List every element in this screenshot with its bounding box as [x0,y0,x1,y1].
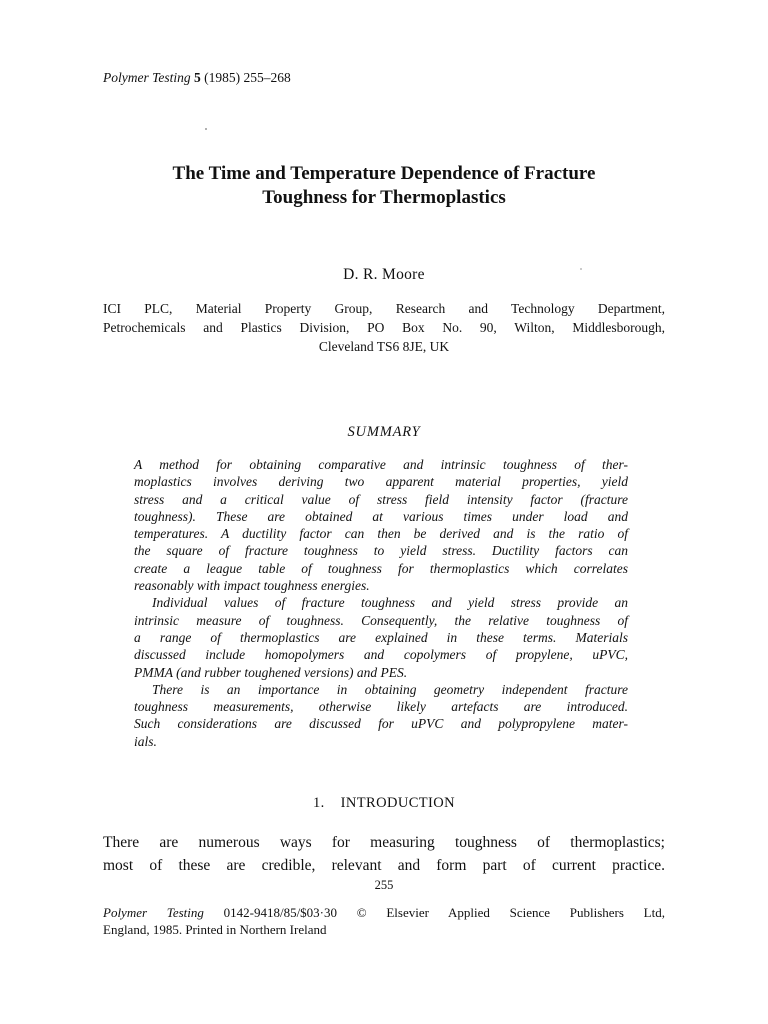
summary-line: a range of thermoplastics are explained in these terms. Materials [134,629,628,645]
journal-volume: 5 [194,70,201,85]
affiliation-line: Petrochemicals and Plastics Division, PO Box No. 90, Wilton, Middlesborough, [103,320,665,335]
footer-copyright: 0142-9418/85/$03·30 © Elsevier Applied Science Publishers Ltd, [223,905,665,920]
title-line: The Time and Temperature Dependence of Fracture [172,163,596,184]
journal-citation [103,70,291,86]
summary-line: moplastics involves deriving two apparent material properties, yield [134,474,628,490]
introduction-body [103,831,665,877]
title-line: Toughness for Thermoplastics [262,187,506,208]
body-line: There are numerous ways for measuring toughness of thermoplastics; [103,834,665,851]
summary-line: discussed include homopolymers and copolymers of propylene, uPVC, [134,647,628,663]
affiliation-line: Cleveland TS6 8JE, UK [318,339,450,354]
journal-name: Polymer Testing [103,70,191,85]
footer-line [103,904,665,921]
summary-line: A method for obtaining comparative and intrinsic toughness of ther- [134,457,628,472]
scan-speck [205,128,207,130]
journal-year-pages: (1985) 255–268 [204,70,291,85]
section-title: INTRODUCTION [340,795,456,811]
summary-line: temperatures. A ductility factor can then be derived and is the ratio of [134,526,628,542]
summary-heading: SUMMARY [347,424,421,440]
summary-line: the square of fracture toughness to yield stress. Ductility factors can [134,543,628,559]
author-name: D. R. Moore [343,266,425,283]
copyright-footer [103,904,665,938]
section-heading-introduction [60,795,708,812]
page-number: 255 [374,878,394,892]
summary-line: Such considerations are discussed for uPVC and polypropylene mater- [134,716,628,732]
summary-line: PMMA (and rubber toughened versions) and PES. [134,664,408,680]
footer-line: England, 1985. Printed in Northern Ireland [103,922,327,937]
affiliation-line: ICI PLC, Material Property Group, Research and Technology Department, [103,301,665,316]
summary-line: toughness measurements, otherwise likely artefacts are introduced. [134,699,628,715]
summary-line: Individual values of fracture toughness and yield stress provide an [152,595,628,611]
section-number: 1. [312,795,325,811]
summary-line: There is an importance in obtaining geometry independent fracture [152,681,628,697]
paper-title [60,162,708,210]
summary-line: intrinsic measure of toughness. Consequently, the relative toughness of [134,612,628,628]
summary-line: stress and a critical value of stress field intensity factor (fracture [134,491,628,507]
body-line: most of these are credible, relevant and form part of current practice. [103,857,665,874]
summary-line: reasonably with impact toughness energies. [134,578,370,594]
summary-line: ials. [134,733,157,749]
footer-journal-name: Polymer Testing [103,905,204,920]
summary-line: create a league table of toughness for thermoplastics which correlates [134,560,628,576]
summary-abstract [134,456,628,750]
summary-line: toughness). These are obtained at various times under load and [134,508,628,524]
author-affiliation [103,299,665,356]
